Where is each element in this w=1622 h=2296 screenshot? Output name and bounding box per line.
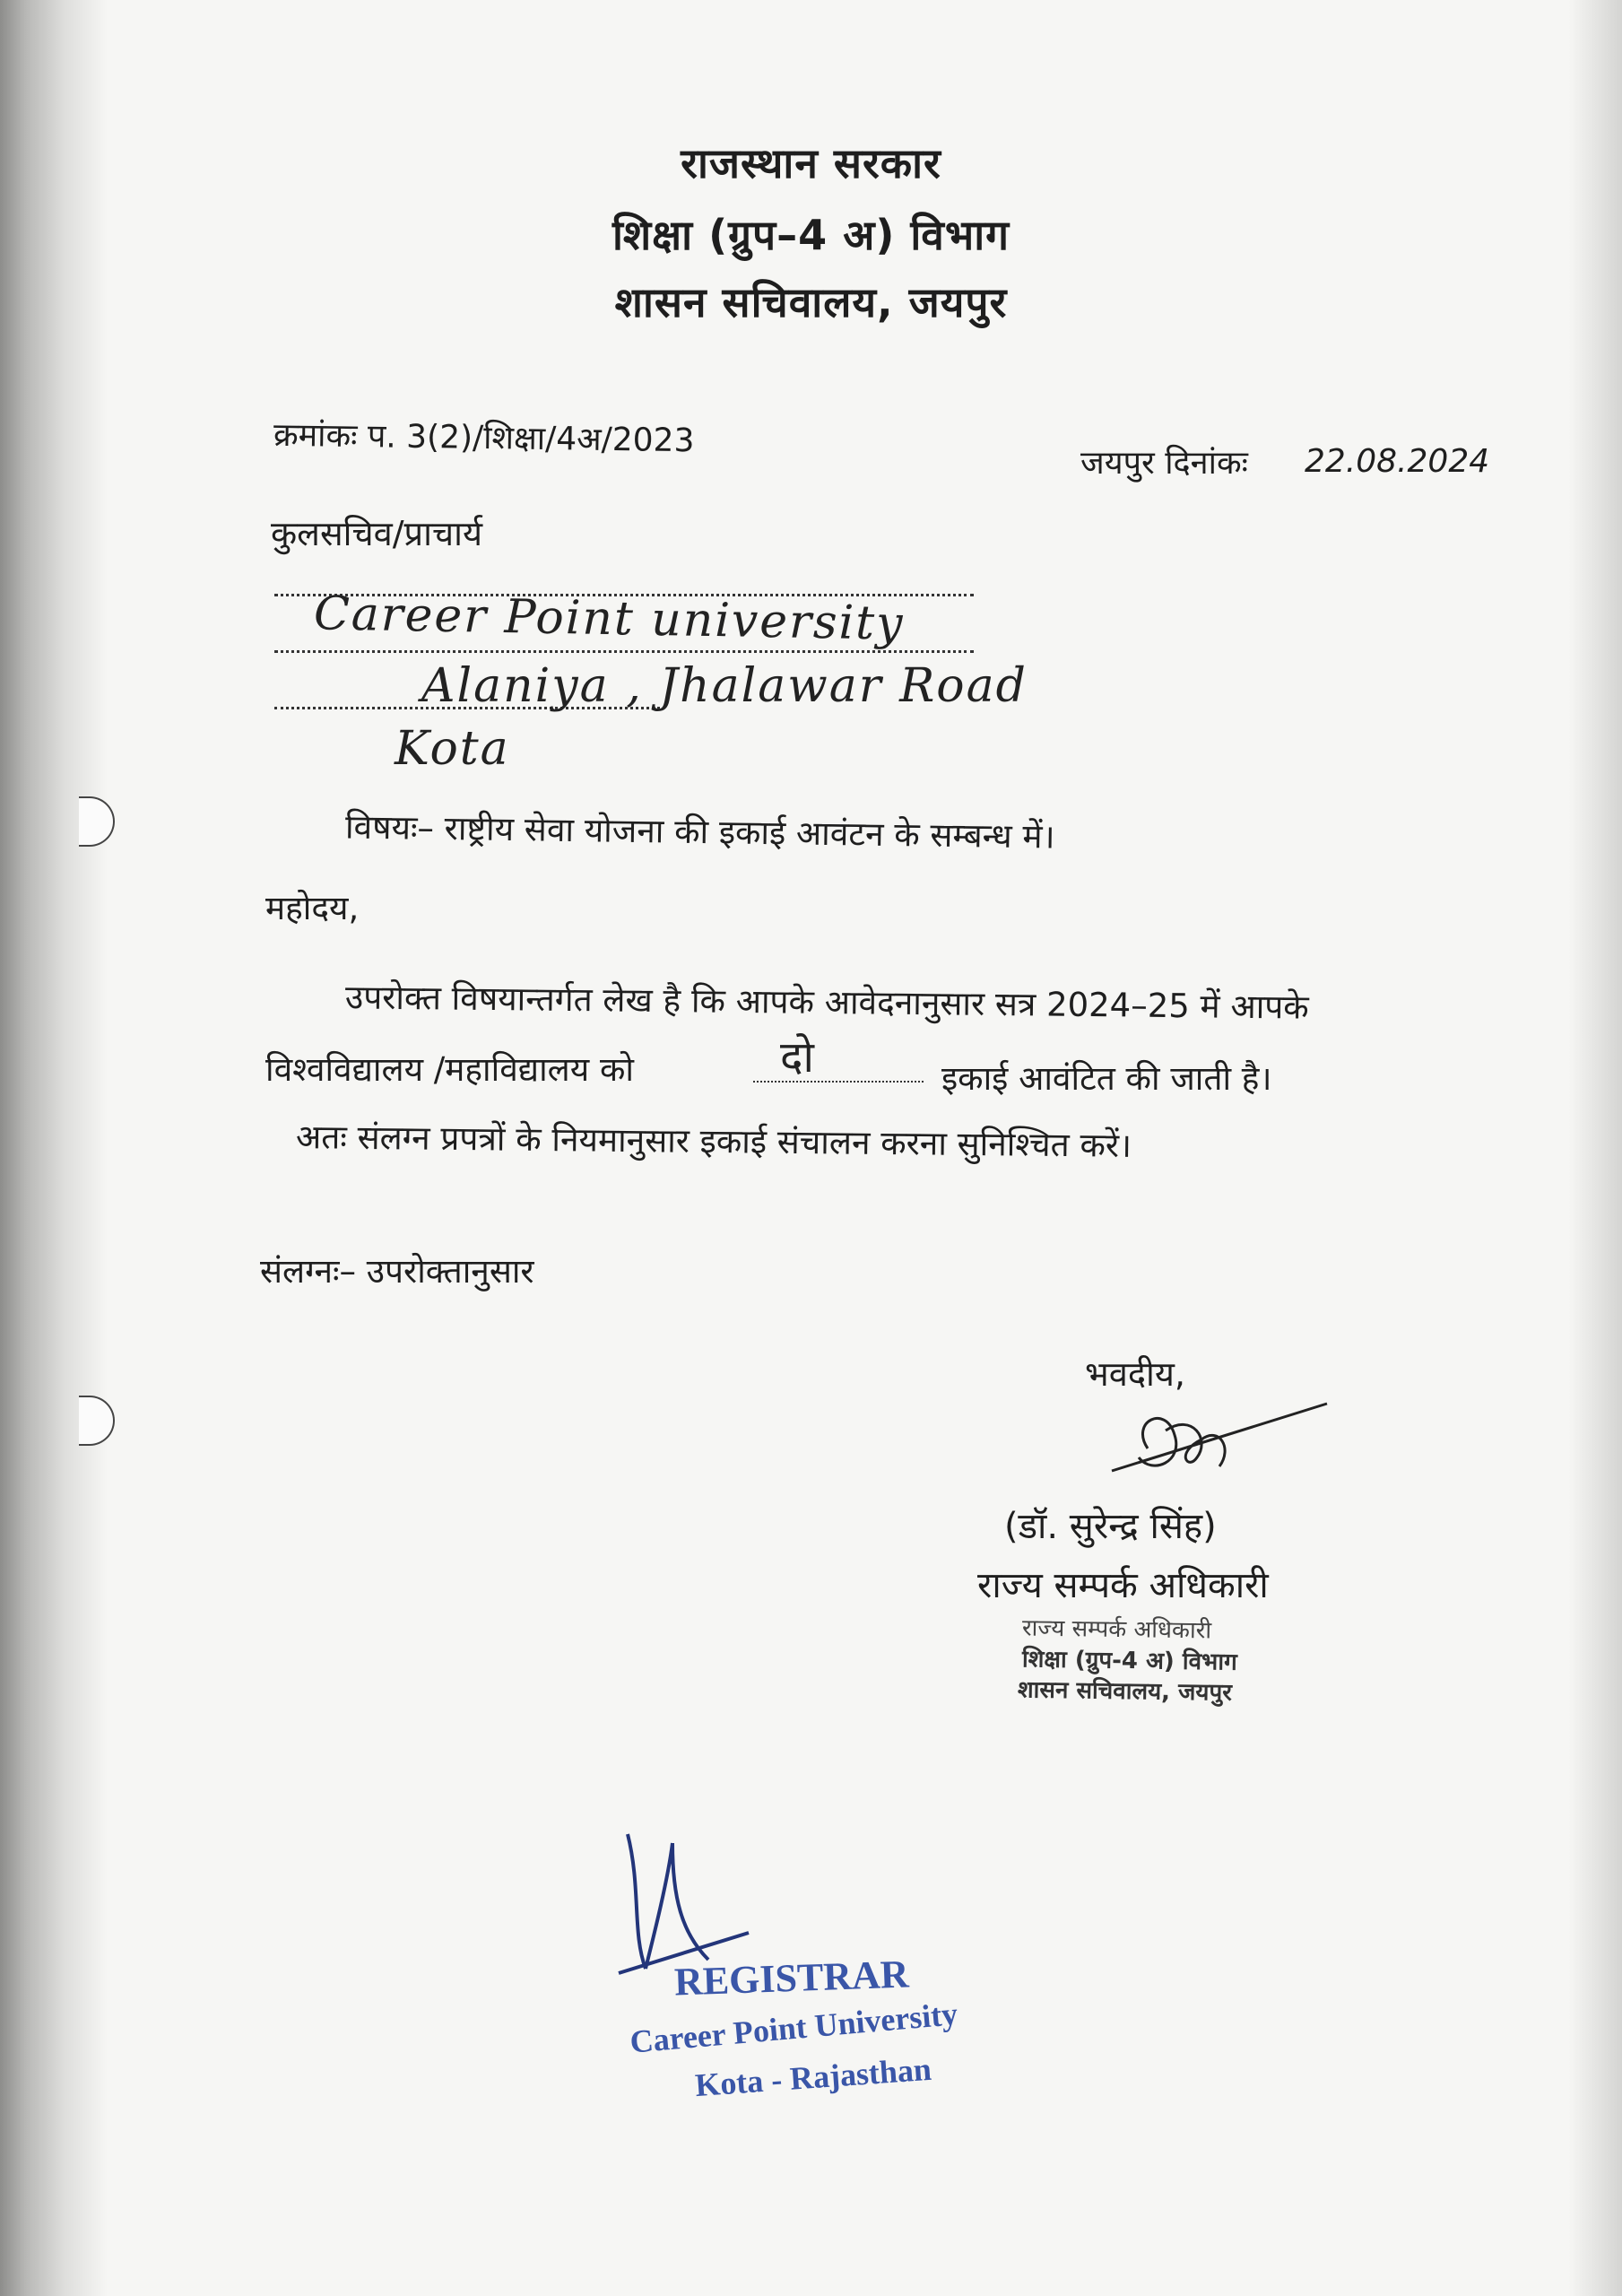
header-government: राजस्थान सरकार	[681, 139, 941, 187]
body-line-1: उपरोक्त विषयान्तर्गत लेख है कि आपके आवेदनानुसार सत्र 2024–25 में आपके	[344, 978, 1309, 1027]
date-value: 22.08.2024	[1305, 443, 1490, 480]
addressee-title: कुलसचिव/प्राचार्य	[271, 514, 483, 553]
body-line-2-end: इकाई आवंटित की जाती है।	[941, 1059, 1272, 1098]
reference-number: क्रमांकः प. 3(2)/शिक्षा/4अ/2023	[273, 416, 695, 460]
body-line-3: अतः संलग्न प्रपत्रों के नियमानुसार इकाई संचालन करना सुनिश्चित करें।	[295, 1118, 1132, 1165]
stamp-location: Kota - Rajasthan	[693, 2050, 933, 2104]
handwritten-institution: Career Point university	[313, 587, 906, 651]
units-dotted-blank	[753, 1081, 924, 1083]
signatory-name: (डॉ. सुरेन्द्र सिंह)	[1004, 1506, 1217, 1547]
punch-hole-bottom	[79, 1396, 115, 1446]
seal-line-1: राज्य सम्पर्क अधिकारी	[1021, 1614, 1212, 1645]
stamp-university: Career Point University	[628, 1996, 959, 2060]
handwritten-address: Alaniya , Jhalawar Road	[421, 659, 1028, 713]
scan-shadow-right	[1568, 0, 1622, 2296]
closing: भवदीय,	[1085, 1354, 1185, 1394]
seal-line-2: शिक्षा (ग्रुप-4 अ) विभाग	[1021, 1646, 1237, 1676]
body-line-2-start: विश्वविद्यालय /महाविद्यालय को	[265, 1050, 634, 1089]
stamp-registrar: REGISTRAR	[673, 1952, 910, 2005]
handwritten-city: Kota	[395, 722, 510, 776]
header-secretariat: शासन सचिवालय, जयपुर	[614, 278, 1008, 326]
date-label: जयपुर दिनांकः	[1080, 445, 1248, 482]
handwritten-units: दो	[780, 1032, 816, 1083]
subject-line: विषयः– राष्ट्रीय सेवा योजना की इकाई आवंटन के सम्बन्ध में।	[344, 807, 1055, 857]
dotted-line-2	[274, 650, 974, 653]
punch-hole-top	[79, 796, 115, 847]
salutation: महोदय,	[265, 889, 360, 927]
scan-shadow-left	[0, 0, 108, 2296]
header-department: शिक्षा (ग्रुप–4 अ) विभाग	[612, 211, 1010, 259]
official-signature	[1112, 1386, 1327, 1493]
signatory-designation: राज्य सम्पर्क अधिकारी	[977, 1565, 1269, 1606]
enclosure: संलग्नः– उपरोक्तानुसार	[260, 1252, 534, 1291]
seal-line-3: शासन सचिवालय, जयपुर	[1017, 1676, 1233, 1707]
